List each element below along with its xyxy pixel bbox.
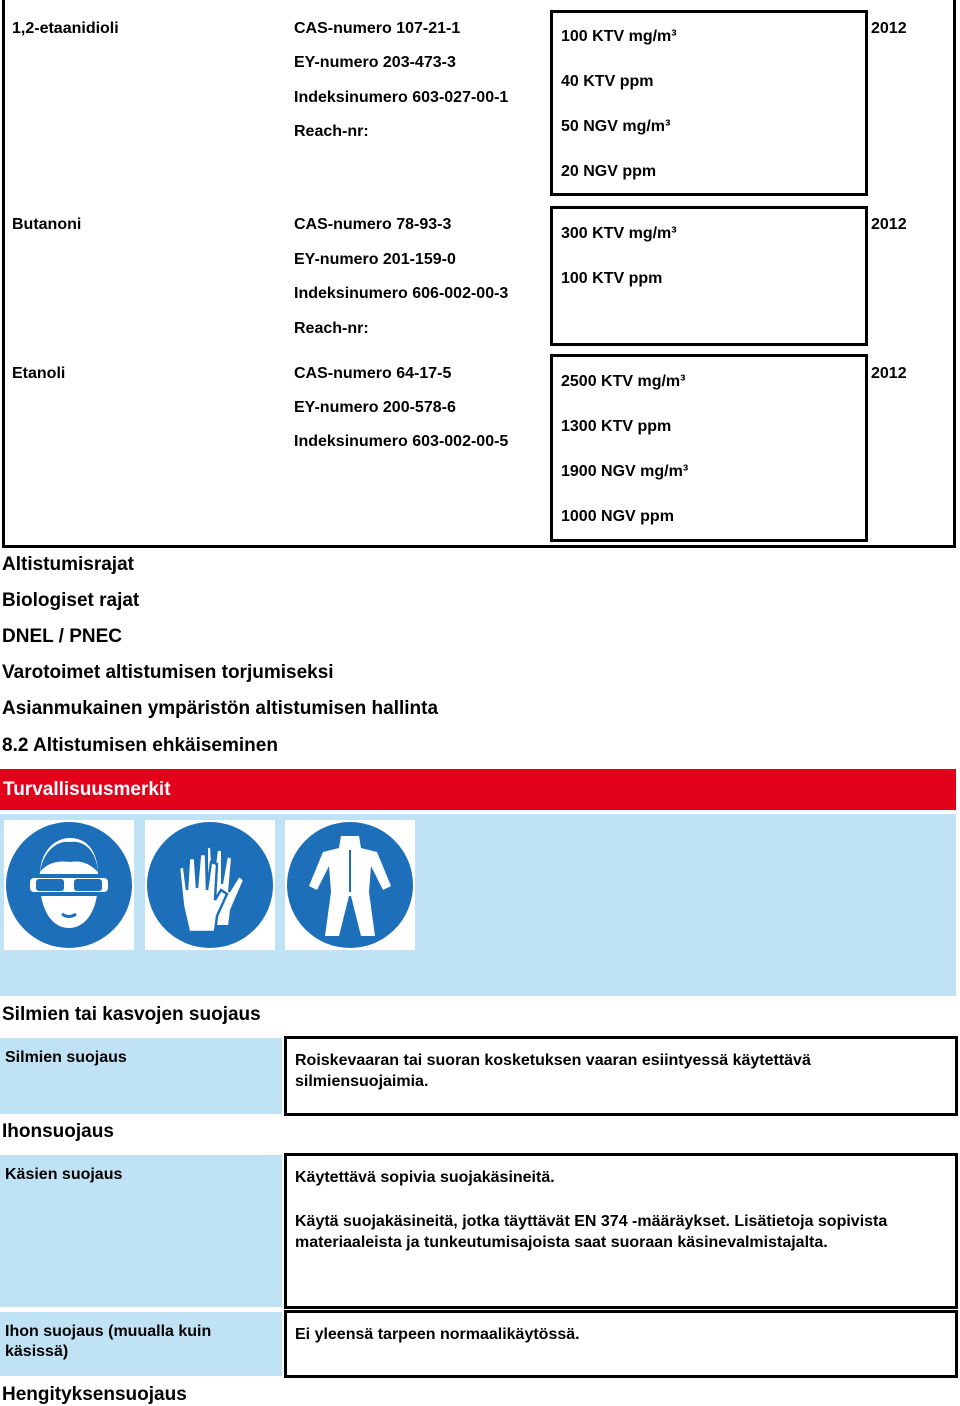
body-protection-label: Ihon suojaus (muualla kuin käsissä) — [0, 1312, 282, 1376]
heading-skin-protection: Ihonsuojaus — [2, 1121, 114, 1142]
heading-altistumisrajat: Altistumisrajat — [2, 554, 134, 575]
limit-year: 2012 — [871, 365, 907, 382]
goggles-icon — [4, 820, 134, 950]
index-number: Indeksinumero 606-002-00-3 — [294, 285, 509, 302]
limit-value: 2500 KTV mg/m³ — [561, 373, 686, 390]
heading-altistumisen-ehkaiseminen: 8.2 Altistumisen ehkäiseminen — [2, 735, 278, 756]
protective-suit-icon — [285, 820, 415, 950]
index-number: Indeksinumero 603-027-00-1 — [294, 89, 509, 106]
reach-number: Reach-nr: — [294, 320, 369, 337]
hand-protection-label: Käsien suojaus — [0, 1155, 282, 1307]
ey-number: EY-numero 201-159-0 — [294, 251, 456, 268]
limit-value: 100 KTV mg/m³ — [561, 28, 677, 45]
heading-dnel-pnec: DNEL / PNEC — [2, 626, 123, 647]
heading-ympariston-hallinta: Asianmukainen ympäristön altistumisen hallinta — [2, 698, 439, 719]
substance-name: 1,2-etaanidioli — [12, 20, 119, 37]
limit-value: 100 KTV ppm — [561, 270, 663, 287]
cas-number: CAS-numero 107-21-1 — [294, 20, 461, 37]
heading-biologiset-rajat: Biologiset rajat — [2, 590, 140, 611]
limit-value: 40 KTV ppm — [561, 73, 654, 90]
safety-signs-panel — [0, 814, 956, 996]
body-protection-text: Ei yleensä tarpeen normaalikäytössä. — [284, 1310, 958, 1378]
limit-value: 300 KTV mg/m³ — [561, 225, 677, 242]
heading-eye-protection: Silmien tai kasvojen suojaus — [2, 1004, 261, 1025]
safety-signs-title: Turvallisuusmerkit — [3, 779, 171, 800]
hand-protection-text: Käytettävä sopivia suojakäsineitä. Käytä suojakäsineitä, jotka täyttävät EN 374 -määräykset. Lisätietoja sopivista materiaaleista ja tunkeutumisajoista saat suoraan käsinevalmistajalta. — [284, 1153, 958, 1309]
eye-protection-text: Roiskevaaran tai suoran kosketuksen vaaran esiintyessä käytettävä silmiensuojaimia. — [284, 1036, 958, 1116]
ey-number: EY-numero 203-473-3 — [294, 54, 456, 71]
limit-value: 1000 NGV ppm — [561, 508, 674, 525]
limit-value: 20 NGV ppm — [561, 163, 657, 180]
ey-number: EY-numero 200-578-6 — [294, 399, 456, 416]
reach-number: Reach-nr: — [294, 123, 369, 140]
eye-protection-label: Silmien suojaus — [0, 1038, 282, 1114]
substance-name: Etanoli — [12, 365, 66, 382]
gloves-icon — [145, 820, 275, 950]
heading-respiratory-protection: Hengityksensuojaus — [2, 1384, 187, 1405]
limit-value: 50 NGV mg/m³ — [561, 118, 671, 135]
limit-value: 1300 KTV ppm — [561, 418, 672, 435]
substance-name: Butanoni — [12, 216, 82, 233]
cas-number: CAS-numero 64-17-5 — [294, 365, 452, 382]
index-number: Indeksinumero 603-002-00-5 — [294, 433, 509, 450]
limit-year: 2012 — [871, 216, 907, 233]
limit-value: 1900 NGV mg/m³ — [561, 463, 689, 480]
limit-year: 2012 — [871, 20, 907, 37]
safety-signs-bar — [0, 769, 956, 810]
heading-varotoimet: Varotoimet altistumisen torjumiseksi — [2, 662, 334, 683]
cas-number: CAS-numero 78-93-3 — [294, 216, 452, 233]
